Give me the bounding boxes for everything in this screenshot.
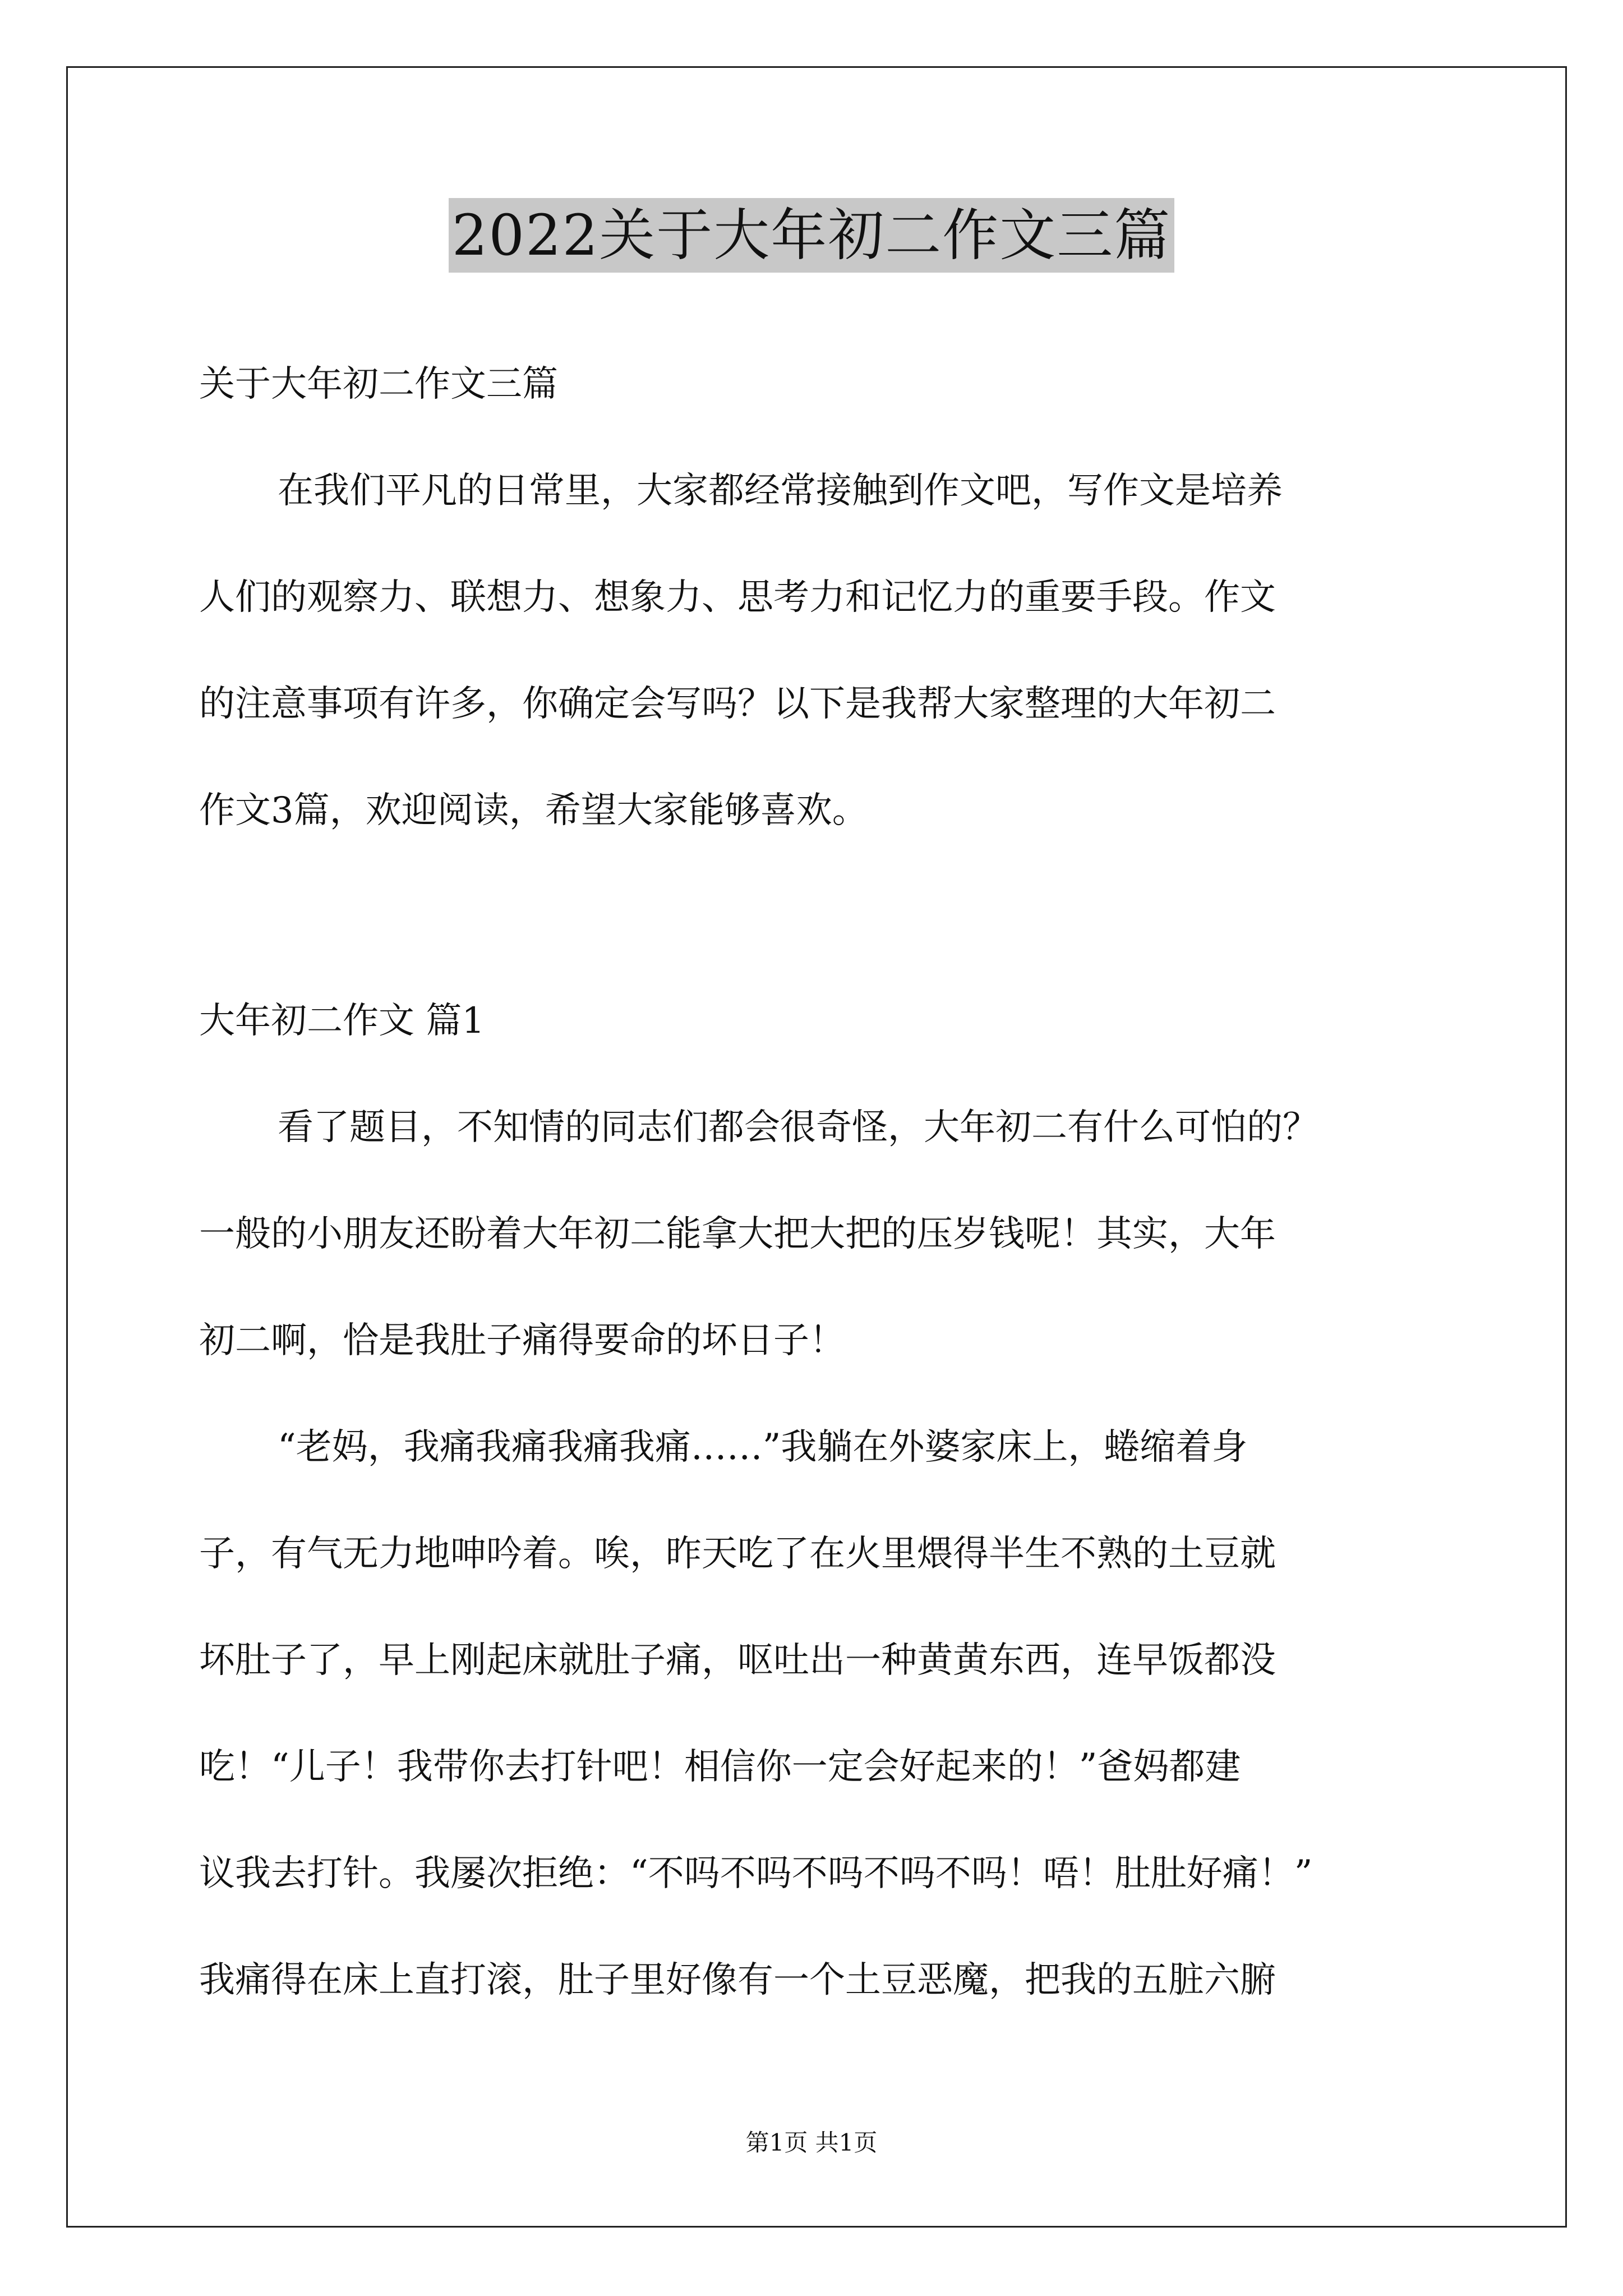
document-subtitle: 关于大年初二作文三篇 (199, 364, 558, 405)
para2-line-2: 子，有气无力地呻吟着。唉，昨天吃了在火里煨得半生不熟的土豆就 (199, 1533, 1276, 1575)
para2-line-5: 议我去打针。我屡次拒绝：“不吗不吗不吗不吗不吗！唔！肚肚好痛！” (199, 1853, 1313, 1894)
document-title-text: 2022关于大年初二作文三篇 (449, 198, 1175, 273)
intro-paragraph (199, 438, 1495, 864)
paragraph-2 (199, 1394, 1495, 2033)
page-footer: 第1页 共1页 (745, 2129, 878, 2156)
intro-line-1: 在我们平凡的日常里，大家都经常接触到作文吧，写作文是培养 (278, 470, 1283, 512)
para2-line-4: 吃！“儿子！我带你去打针吧！相信你一定会好起来的！”爸妈都建 (199, 1746, 1241, 1788)
document-title (0, 191, 1623, 280)
paragraph-1 (199, 1074, 1495, 1394)
para1-line-3: 初二啊，恰是我肚子痛得要命的坏日子！ (199, 1320, 845, 1361)
para1-line-2: 一般的小朋友还盼着大年初二能拿大把大把的压岁钱呢！其实，大年 (199, 1213, 1276, 1255)
intro-line-4: 作文3篇，欢迎阅读，希望大家能够喜欢。 (199, 790, 868, 831)
para2-line-6: 我痛得在床上直打滚，肚子里好像有一个土豆恶魔，把我的五脏六腑 (199, 1959, 1276, 2001)
para2-line-1: “老妈，我痛我痛我痛我痛……”我躺在外婆家床上，蜷缩着身 (278, 1427, 1248, 1468)
subtitle-block (199, 331, 1495, 438)
section-heading-block (199, 968, 1495, 1074)
section-heading: 大年初二作文 篇1 (199, 1000, 485, 1042)
intro-line-3: 的注意事项有许多，你确定会写吗？以下是我帮大家整理的大年初二 (199, 683, 1276, 725)
intro-line-2: 人们的观察力、联想力、想象力、思考力和记忆力的重要手段。作文 (199, 577, 1276, 618)
para2-line-3: 坏肚子了，早上刚起床就肚子痛，呕吐出一种黄黄东西，连早饭都没 (199, 1640, 1276, 1681)
para1-line-1: 看了题目，不知情的同志们都会很奇怪，大年初二有什么可怕的？ (278, 1107, 1318, 1148)
